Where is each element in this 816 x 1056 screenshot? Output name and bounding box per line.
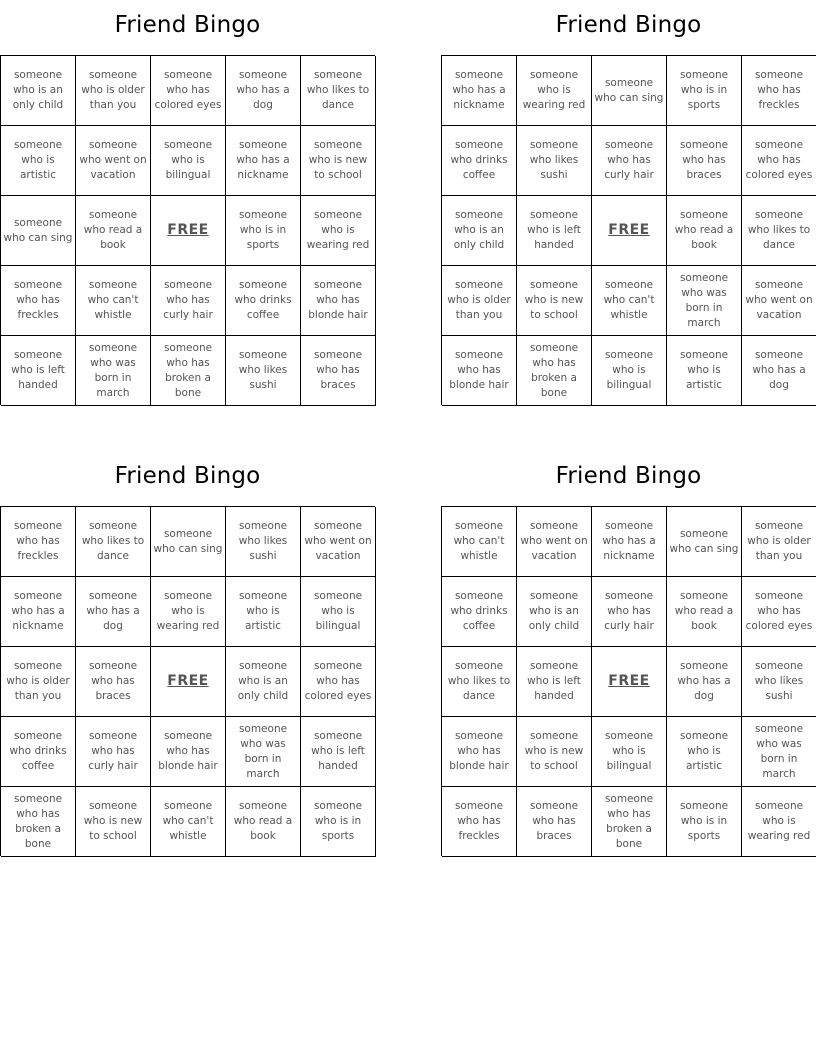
bingo-cell: someone who is artistic [226, 577, 301, 647]
bingo-cell: someone who likes sushi [517, 126, 592, 196]
bingo-cell: someone who is an only child [517, 577, 592, 647]
card-title: Friend Bingo [555, 463, 702, 489]
bingo-cell: someone who drinks coffee [442, 577, 517, 647]
bingo-cell: someone who has broken a bone [1, 787, 76, 857]
bingo-cell: someone who has braces [517, 787, 592, 857]
card-title: Friend Bingo [555, 12, 702, 38]
bingo-cell: someone who went on vacation [517, 507, 592, 577]
bingo-cell: someone who has a nickname [226, 126, 301, 196]
bingo-cell: someone who has braces [667, 126, 742, 196]
bingo-cell: someone who has colored eyes [742, 577, 816, 647]
bingo-cell: someone who likes to dance [301, 56, 376, 126]
bingo-cell: someone who has a dog [742, 336, 816, 406]
bingo-cell: someone who has blonde hair [151, 717, 226, 787]
bingo-cell: someone who has a dog [226, 56, 301, 126]
bingo-cell: someone who is older than you [1, 647, 76, 717]
bingo-cell: someone who went on vacation [301, 507, 376, 577]
bingo-cell: someone who has curly hair [592, 126, 667, 196]
bingo-cell: someone who is left handed [1, 336, 76, 406]
bingo-cell: someone who likes sushi [742, 647, 816, 717]
bingo-cell: someone who is older than you [442, 266, 517, 336]
bingo-cell: someone who likes to dance [742, 196, 816, 266]
bingo-cell: someone who has freckles [1, 507, 76, 577]
bingo-cell: someone who has a nickname [442, 56, 517, 126]
bingo-cell: someone who is wearing red [742, 787, 816, 857]
bingo-grid [0, 55, 375, 405]
bingo-cell: someone who drinks coffee [226, 266, 301, 336]
free-space: FREE [151, 647, 226, 717]
free-space: FREE [592, 647, 667, 717]
bingo-cell: someone who is wearing red [151, 577, 226, 647]
bingo-cell: someone who is left handed [517, 196, 592, 266]
bingo-cell: someone who is bilingual [301, 577, 376, 647]
bingo-cell: someone who is new to school [301, 126, 376, 196]
bingo-cell: someone who can't whistle [151, 787, 226, 857]
bingo-cell: someone who likes sushi [226, 507, 301, 577]
bingo-cell: someone who has a nickname [592, 507, 667, 577]
bingo-cell: someone who is new to school [517, 717, 592, 787]
bingo-cell: someone who is an only child [442, 196, 517, 266]
bingo-cell: someone who went on vacation [76, 126, 151, 196]
bingo-cell: someone who has freckles [742, 56, 816, 126]
card-title: Friend Bingo [114, 463, 261, 489]
bingo-cell: someone who has colored eyes [742, 126, 816, 196]
bingo-cell: someone who can sing [1, 196, 76, 266]
bingo-cell: someone who likes to dance [76, 507, 151, 577]
bingo-cell: someone who likes sushi [226, 336, 301, 406]
bingo-cell: someone who is an only child [226, 647, 301, 717]
bingo-cell: someone who can sing [592, 56, 667, 126]
bingo-cell: someone who is older than you [742, 507, 816, 577]
bingo-cell: someone who is in sports [301, 787, 376, 857]
bingo-cell: someone who is artistic [1, 126, 76, 196]
bingo-cell: someone who likes to dance [442, 647, 517, 717]
bingo-cell: someone who is wearing red [517, 56, 592, 126]
bingo-cell: someone who was born in march [76, 336, 151, 406]
card-title: Friend Bingo [114, 12, 261, 38]
bingo-cell: someone who is older than you [76, 56, 151, 126]
bingo-cell: someone who read a book [226, 787, 301, 857]
bingo-cell: someone who has blonde hair [442, 336, 517, 406]
bingo-cell: someone who can't whistle [592, 266, 667, 336]
bingo-cell: someone who read a book [667, 577, 742, 647]
free-space: FREE [151, 196, 226, 266]
bingo-cell: someone who has colored eyes [151, 56, 226, 126]
bingo-cell: someone who has curly hair [151, 266, 226, 336]
bingo-cell: someone who is left handed [301, 717, 376, 787]
bingo-cell: someone who can sing [151, 507, 226, 577]
bingo-cell: someone who has broken a bone [517, 336, 592, 406]
bingo-cell: someone who has braces [301, 336, 376, 406]
bingo-grid [441, 55, 816, 405]
bingo-cell: someone who read a book [76, 196, 151, 266]
bingo-cell: someone who read a book [667, 196, 742, 266]
bingo-cell: someone who was born in march [742, 717, 816, 787]
bingo-cell: someone who is artistic [667, 336, 742, 406]
bingo-cell: someone who has braces [76, 647, 151, 717]
bingo-cell: someone who can't whistle [442, 507, 517, 577]
bingo-cell: someone who is wearing red [301, 196, 376, 266]
bingo-cell: someone who is bilingual [151, 126, 226, 196]
bingo-cell: someone who is new to school [76, 787, 151, 857]
bingo-cell: someone who has curly hair [592, 577, 667, 647]
bingo-cell: someone who drinks coffee [442, 126, 517, 196]
bingo-cell: someone who has broken a bone [592, 787, 667, 857]
bingo-cell: someone who is an only child [1, 56, 76, 126]
bingo-cell: someone who is in sports [667, 56, 742, 126]
bingo-cell: someone who has freckles [1, 266, 76, 336]
bingo-cell: someone who has broken a bone [151, 336, 226, 406]
bingo-cell: someone who can't whistle [76, 266, 151, 336]
bingo-cell: someone who is in sports [226, 196, 301, 266]
bingo-cell: someone who has blonde hair [442, 717, 517, 787]
bingo-cell: someone who was born in march [667, 266, 742, 336]
bingo-grid [0, 506, 375, 856]
bingo-cell: someone who is in sports [667, 787, 742, 857]
bingo-cell: someone who is new to school [517, 266, 592, 336]
bingo-cell: someone who is artistic [667, 717, 742, 787]
free-space: FREE [592, 196, 667, 266]
bingo-grid [441, 506, 816, 856]
bingo-cell: someone who is left handed [517, 647, 592, 717]
bingo-cell: someone who drinks coffee [1, 717, 76, 787]
bingo-cell: someone who is bilingual [592, 336, 667, 406]
bingo-cell: someone who has freckles [442, 787, 517, 857]
bingo-cell: someone who has blonde hair [301, 266, 376, 336]
bingo-cell: someone who has colored eyes [301, 647, 376, 717]
bingo-cell: someone who is bilingual [592, 717, 667, 787]
bingo-cell: someone who has curly hair [76, 717, 151, 787]
bingo-cell: someone who was born in march [226, 717, 301, 787]
bingo-cell: someone who has a dog [667, 647, 742, 717]
bingo-cell: someone who has a dog [76, 577, 151, 647]
bingo-cell: someone who has a nickname [1, 577, 76, 647]
bingo-cell: someone who can sing [667, 507, 742, 577]
bingo-cell: someone who went on vacation [742, 266, 816, 336]
